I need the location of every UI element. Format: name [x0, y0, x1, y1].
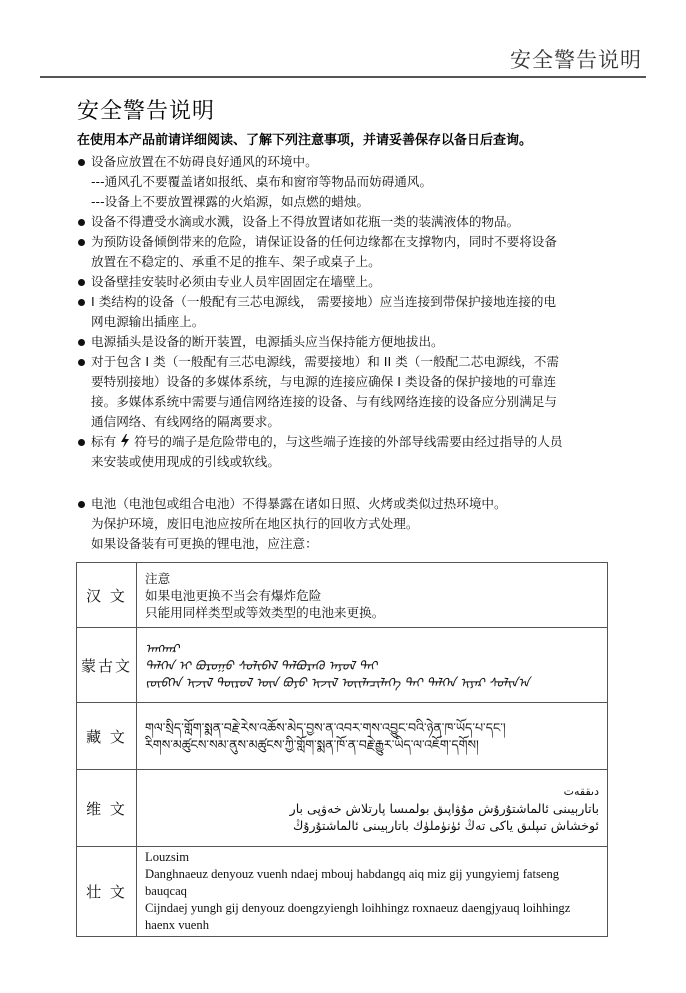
cell-line: Louzsim — [145, 850, 190, 864]
language-label: 蒙古文 — [77, 628, 137, 703]
language-label: 维 文 — [77, 770, 137, 847]
list-item — [77, 332, 617, 352]
language-label: 壮 文 — [77, 847, 137, 937]
sub-item: ---通风孔不要覆盖诸如报纸、桌布和窗帘等物品而妨碍通风。 — [91, 174, 433, 189]
header-divider — [40, 76, 646, 78]
bullet-icon — [78, 159, 85, 166]
cell-line: 只能用同样类型或等效类型的电池来更换。 — [145, 604, 385, 620]
item-text: 网电源输出插座上。 — [91, 314, 205, 329]
list-item — [77, 292, 617, 332]
item-text: 设备壁挂安装时必须由专业人员牢固固定在墙壁上。 — [91, 274, 381, 289]
list-item — [77, 152, 617, 172]
list-item — [77, 432, 617, 472]
cell-line: 注意 — [145, 570, 171, 586]
bullet-icon — [78, 359, 85, 366]
item-text: 为预防设备倾倒带来的危险，请保证设备的任何边缘都在支撑物内，同时不要将设备 — [91, 234, 557, 249]
header-title: 安全警告说明 — [510, 48, 642, 72]
cell-line: 如果电池更换不当会有爆炸危险 — [145, 587, 322, 603]
cell-line: دىققەت — [563, 784, 599, 798]
item-text: 放置在不稳定的、承重不足的推车、架子或桌子上。 — [91, 254, 381, 269]
cell-line: Danghnaeuz denyouz vuenh ndaej mbouj habdangq aiq miz gij yungyiemj fatseng bauqcaq — [145, 867, 560, 898]
list-item — [77, 212, 617, 232]
battery-warning-table — [76, 562, 608, 937]
cell-line: باتارېيىنى ئالماشتۇرۇش مۇۋاپىق بولمىسا پارتلاش خەۋپى بار — [289, 800, 599, 816]
table-row — [77, 628, 608, 703]
item-text: 电池（电池包或组合电池）不得暴露在诸如日照、火烤或类似过热环境中。 — [91, 496, 507, 511]
language-label: 汉 文 — [77, 563, 137, 628]
bullet-icon — [78, 439, 85, 446]
table-row — [77, 703, 608, 770]
spacer — [77, 472, 617, 494]
language-label: 藏 文 — [77, 703, 137, 770]
cell-line: Cijndaej yungh gij denyouz doengzyiengh loihhingz roxnaeuz daengjyauq loihhingz haenx vuenh — [145, 901, 571, 932]
cell-line: གལ་སྲིད་གློག་སྨན་བརྗེ་རེས་འཆོས་མེད་བྱས་ན་འབར་གས་འབྱུང་བའི་ཉེན་ཁ་ཡོད་པ་དང་། — [145, 720, 506, 735]
item-text-after: 符号的端子是危险带电的，与这些端子连接的外部导线需要由经过指导的人员 — [134, 434, 563, 449]
item-text: 要特别接地）设备的多媒体系统，与电源的连接应确保 I 类设备的保护接地的可靠连 — [91, 374, 557, 389]
warning-cell — [137, 703, 608, 770]
list-item — [77, 272, 617, 292]
bullet-icon — [78, 279, 85, 286]
warning-cell — [137, 770, 608, 847]
bullet-icon — [78, 339, 85, 346]
cell-line: ᠠᠩᠬᠠᠷ — [145, 640, 180, 656]
bullet-icon — [78, 299, 85, 306]
table-row — [77, 563, 608, 628]
bullet-icon — [78, 501, 85, 508]
item-text: 设备不得遭受水滴或水溅，设备上不得放置诸如花瓶一类的装满液体的物品。 — [91, 214, 520, 229]
item-text: 来安装或使用现成的引线或软线。 — [91, 454, 280, 469]
sub-item: ---设备上不要放置裸露的火焰源，如点燃的蜡烛。 — [91, 194, 370, 209]
warning-cell — [137, 628, 608, 703]
item-text: I 类结构的设备（一般配有三芯电源线， 需要接地）应当连接到带保护接地连接的电 — [91, 294, 557, 309]
cell-line: ئوخشاش تىپلىق ياكى تەڭ ئۈنۈملۈك باتارېيىنى ئالماشتۇرۇڭ — [292, 817, 599, 833]
page-title: 安全警告说明 — [77, 99, 216, 124]
item-text: 电源插头是设备的断开装置，电源插头应当保持能方便地拔出。 — [91, 334, 444, 349]
item-text-before: 标有 — [91, 434, 117, 449]
warning-cell — [137, 847, 608, 937]
item-text: 设备应放置在不妨碍良好通风的环境中。 — [91, 154, 318, 169]
warning-cell — [137, 563, 608, 628]
intro-notice: 在使用本产品前请详细阅读、了解下列注意事项，并请妥善保存以备日后查询。 — [77, 133, 533, 148]
lightning-bolt-icon — [120, 434, 130, 448]
list-item — [77, 352, 617, 432]
item-text: 接。多媒体系统中需要与通信网络连接的设备、与有线网络连接的设备应分别满足与 — [91, 394, 557, 409]
cell-line: ᠵᠥᠪᠬᠡᠨ ᠢᠵᠢᠯ ᠲᠥᠷᠥᠯ ᠦᠨ ᠪᠤᠶᠤ ᠢᠵᠢᠯ ᠦᠢᠯᠡᠴᠢᠯᠡᠭᠡ ᠲᠠᠢ ᠳᠡᠯᠭᠡᠨ ᠢᠶᠡᠷ ᠰᠣᠯᠢᠨ᠎ᠠ — [145, 674, 530, 690]
item-text: 为保护环境，废旧电池应按所在地区执行的回收方式处理。 — [91, 516, 419, 531]
list-item — [77, 232, 617, 272]
item-text: 如果设备装有可更换的锂电池，应注意： — [91, 536, 318, 551]
table-row — [77, 847, 608, 937]
bullet-icon — [78, 239, 85, 246]
item-text: 对于包含 I 类（一般配有三芯电源线，需要接地）和 II 类（一般配二芯电源线，不需 — [91, 354, 559, 369]
cell-line: ᠳᠡᠯᠭᠡᠨ ᠢ ᠪᠤᠷᠤᠭᠤ ᠰᠣᠯᠢᠪᠠᠯ ᠳᠡᠯᠪᠦᠷᠡᠬᠦ ᠠᠶᠤᠯ ᠲᠠᠢ — [145, 657, 378, 673]
table-row — [77, 770, 608, 847]
item-text: 通信网络、有线网络的隔离要求。 — [91, 414, 280, 429]
item-text — [91, 432, 617, 452]
bullet-icon — [78, 219, 85, 226]
list-item — [77, 494, 617, 554]
cell-line: རིགས་མཚུངས་སམ་ནུས་མཚུངས་ཀྱི་གློག་སྨན་ཁོ་ན་བརྗེ་རྒྱུར་ཡིད་ལ་འཇོག་དགོས། — [145, 737, 479, 752]
warning-list — [77, 152, 617, 554]
